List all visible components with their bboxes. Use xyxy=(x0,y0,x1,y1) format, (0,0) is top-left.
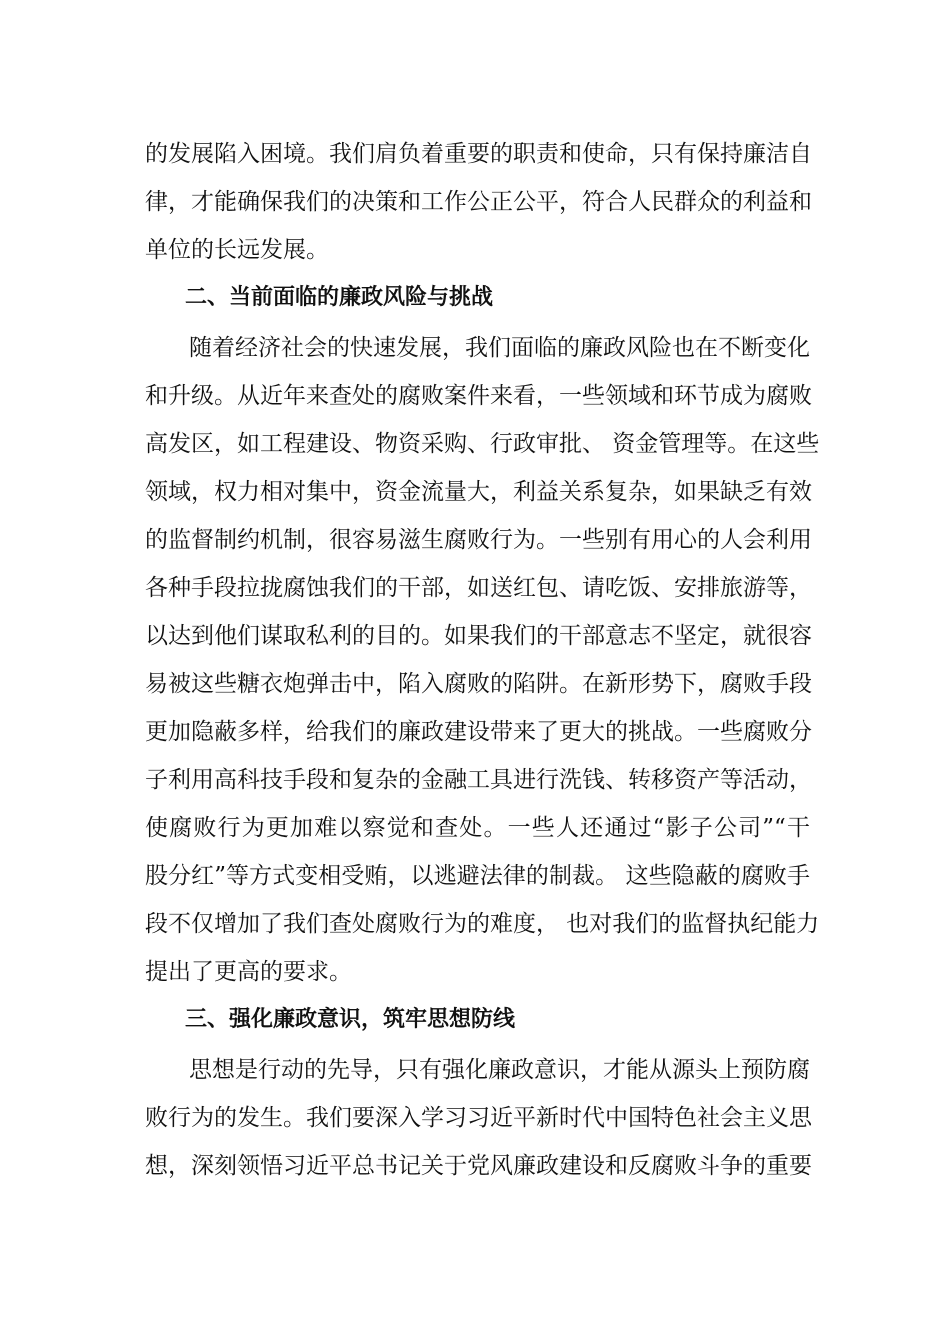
paragraph-3 xyxy=(145,1046,810,1190)
paragraph-line: 思想是行动的先导，只有强化廉政意识，才能从源头上预防腐 xyxy=(189,1057,810,1083)
paragraph-line: 想，深刻领悟习近平总书记关于党风廉政建设和反腐败斗争的重要 xyxy=(145,1153,812,1179)
paragraph-line: 各种手段拉拢腐蚀我们的干部，如送红包、请吃饭、安排旅游等， xyxy=(145,575,812,601)
paragraph-line: 律，才能确保我们的决策和工作公正公平，符合人民群众的利益和 xyxy=(145,189,812,215)
paragraph-line: 提出了更高的要求。 xyxy=(145,959,352,985)
paragraph-1 xyxy=(145,130,810,274)
paragraph-line: 易被这些糖衣炮弹击中，陷入腐败的陷阱。在新形势下，腐败手段 xyxy=(145,671,812,697)
section-heading-3: 三、强化廉政意识，筑牢思想防线 xyxy=(185,1007,516,1032)
paragraph-line: 股分红”等方式变相受贿，以逃避法律的制裁。 这些隐蔽的腐败手 xyxy=(145,863,810,889)
paragraph-line: 的监督制约机制，很容易滋生腐败行为。一些别有用心的人会利用 xyxy=(145,527,812,553)
section-heading-2: 二、当前面临的廉政风险与挑战 xyxy=(185,285,494,310)
paragraph-line: 领域，权力相对集中，资金流量大，利益关系复杂，如果缺乏有效 xyxy=(145,479,812,505)
paragraph-line: 单位的长远发展。 xyxy=(145,237,329,263)
paragraph-line: 以达到他们谋取私利的目的。如果我们的干部意志不坚定，就很容 xyxy=(145,623,812,649)
paragraph-line: 的发展陷入困境。我们肩负着重要的职责和使命，只有保持廉洁自 xyxy=(145,141,812,167)
paragraph-line: 败行为的发生。我们要深入学习习近平新时代中国特色社会主义思 xyxy=(145,1105,812,1131)
document-body xyxy=(145,130,820,1190)
paragraph-line: 使腐败行为更加难以察觉和查处。一些人还通过“影子公司”“干 xyxy=(145,815,810,841)
paragraph-line: 更加隐蔽多样，给我们的廉政建设带来了更大的挑战。一些腐败分 xyxy=(145,719,812,745)
paragraph-2 xyxy=(145,324,820,996)
paragraph-line: 随着经济社会的快速发展，我们面临的廉政风险也在不断变化 xyxy=(189,335,810,361)
paragraph-line: 和升级。从近年来查处的腐败案件来看，一些领域和环节成为腐败 xyxy=(145,383,812,409)
paragraph-line: 子利用高科技手段和复杂的金融工具进行洗钱、转移资产等活动， xyxy=(145,767,812,793)
paragraph-line: 段不仅增加了我们查处腐败行为的难度， 也对我们的监督执纪能力 xyxy=(145,911,820,937)
paragraph-line: 高发区，如工程建设、物资采购、行政审批、 资金管理等。在这些 xyxy=(145,431,820,457)
